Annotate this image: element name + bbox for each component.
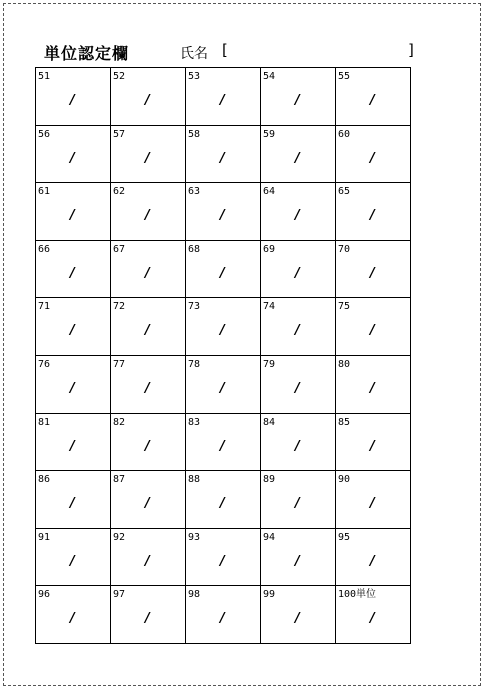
credit-cell	[186, 414, 261, 472]
date-separator: /	[70, 93, 75, 108]
date-separator: /	[145, 150, 150, 166]
credit-number: 75	[338, 301, 351, 313]
credit-cell	[111, 586, 186, 644]
credit-number: 89	[263, 474, 276, 486]
credit-number: 79	[263, 358, 276, 370]
date-separator: /	[70, 438, 75, 454]
credit-cell	[261, 471, 336, 529]
credit-cell	[261, 414, 336, 472]
credit-cell	[186, 241, 261, 299]
credit-number: 92	[113, 531, 126, 543]
date-separator: /	[220, 150, 225, 166]
date-separator: /	[145, 438, 150, 454]
credit-cell	[261, 126, 336, 184]
credit-number: 63	[188, 186, 201, 198]
date-separator: /	[295, 265, 300, 281]
credit-number: 56	[38, 128, 51, 140]
credit-cell	[36, 241, 111, 299]
credit-cell	[186, 471, 261, 529]
credit-number: 59	[263, 128, 276, 140]
name-label: 氏名	[180, 46, 208, 62]
credit-cell	[336, 241, 411, 299]
credit-number: 90	[338, 474, 351, 486]
date-separator: /	[370, 93, 375, 108]
credit-number: 83	[188, 416, 201, 428]
credit-cell	[186, 529, 261, 587]
credit-number: 62	[113, 186, 126, 198]
credit-cell	[36, 356, 111, 414]
date-separator: /	[295, 380, 300, 396]
credit-cell	[261, 183, 336, 241]
credit-number: 58	[188, 128, 201, 140]
credit-cell	[111, 471, 186, 529]
date-separator: /	[370, 208, 375, 224]
date-separator: /	[295, 553, 300, 569]
credit-cell	[111, 183, 186, 241]
credit-number: 52	[113, 71, 126, 82]
date-separator: /	[220, 265, 225, 281]
credit-number: 51	[38, 71, 51, 82]
credit-cell	[36, 298, 111, 356]
credit-cell	[261, 68, 336, 126]
credit-cell	[36, 183, 111, 241]
credit-number: 100単位	[338, 589, 377, 601]
date-separator: /	[295, 208, 300, 224]
credit-cell	[261, 356, 336, 414]
credit-cell	[111, 126, 186, 184]
credit-cell	[336, 414, 411, 472]
credit-cell	[261, 298, 336, 356]
credit-number: 53	[188, 71, 201, 82]
date-separator: /	[370, 380, 375, 396]
credit-number: 65	[338, 186, 351, 198]
credit-number: 55	[338, 71, 351, 82]
credit-cell	[186, 586, 261, 644]
credit-cell	[36, 471, 111, 529]
date-separator: /	[145, 208, 150, 224]
date-separator: /	[220, 380, 225, 396]
credit-number: 98	[188, 589, 201, 601]
credit-number: 71	[38, 301, 51, 313]
date-separator: /	[295, 93, 300, 108]
credit-number: 80	[338, 358, 351, 370]
credit-cell	[186, 68, 261, 126]
credit-number: 67	[113, 243, 126, 255]
credit-cell	[261, 529, 336, 587]
date-separator: /	[370, 265, 375, 281]
credit-number: 60	[338, 128, 351, 140]
credit-number: 61	[38, 186, 51, 198]
date-separator: /	[145, 380, 150, 396]
date-separator: /	[70, 323, 75, 339]
credit-number: 78	[188, 358, 201, 370]
name-bracket-open: [	[222, 41, 228, 59]
credit-number: 99	[263, 589, 276, 601]
date-separator: /	[295, 611, 300, 627]
credit-number: 73	[188, 301, 201, 313]
credit-number: 76	[38, 358, 51, 370]
date-separator: /	[220, 93, 225, 108]
credit-number: 85	[338, 416, 351, 428]
credit-number: 86	[38, 474, 51, 486]
credit-number: 95	[338, 531, 351, 543]
date-separator: /	[70, 265, 75, 281]
date-separator: /	[145, 611, 150, 627]
credit-number: 57	[113, 128, 126, 140]
date-separator: /	[370, 553, 375, 569]
credit-number: 93	[188, 531, 201, 543]
credit-number: 88	[188, 474, 201, 486]
date-separator: /	[70, 611, 75, 627]
credit-cell	[36, 414, 111, 472]
credit-number: 74	[263, 301, 276, 313]
date-separator: /	[70, 496, 75, 512]
date-separator: /	[220, 438, 225, 454]
date-separator: /	[370, 323, 375, 339]
date-separator: /	[370, 438, 375, 454]
date-separator: /	[70, 150, 75, 166]
credit-cell	[261, 586, 336, 644]
date-separator: /	[145, 496, 150, 512]
date-separator: /	[70, 208, 75, 224]
credit-cell	[111, 298, 186, 356]
date-separator: /	[220, 496, 225, 512]
date-separator: /	[370, 150, 375, 166]
date-separator: /	[370, 496, 375, 512]
credit-number: 77	[113, 358, 126, 370]
credit-cell	[36, 586, 111, 644]
date-separator: /	[295, 496, 300, 512]
credit-number: 87	[113, 474, 126, 486]
credit-number: 66	[38, 243, 51, 255]
date-separator: /	[145, 323, 150, 339]
page-title: 単位認定欄	[44, 44, 130, 63]
credit-cell	[336, 126, 411, 184]
date-separator: /	[370, 611, 375, 627]
date-separator: /	[220, 553, 225, 569]
date-separator: /	[220, 611, 225, 627]
credit-number: 96	[38, 589, 51, 601]
date-separator: /	[70, 380, 75, 396]
credit-cell	[336, 471, 411, 529]
date-separator: /	[145, 265, 150, 281]
credit-cell	[336, 586, 411, 644]
credit-cell	[36, 529, 111, 587]
credit-number: 69	[263, 243, 276, 255]
credit-number: 64	[263, 186, 276, 198]
credit-cell	[186, 356, 261, 414]
credit-cell	[336, 68, 411, 126]
credit-number: 68	[188, 243, 201, 255]
credit-cell	[336, 529, 411, 587]
date-separator: /	[295, 323, 300, 339]
credit-cell	[36, 68, 111, 126]
credit-cell	[186, 183, 261, 241]
credit-cell	[111, 529, 186, 587]
credit-cell	[261, 241, 336, 299]
date-separator: /	[145, 93, 150, 108]
date-separator: /	[295, 150, 300, 166]
credit-cell	[336, 356, 411, 414]
credit-number: 84	[263, 416, 276, 428]
date-separator: /	[145, 553, 150, 569]
credit-number: 91	[38, 531, 51, 543]
credit-number: 82	[113, 416, 126, 428]
credit-number: 72	[113, 301, 126, 313]
credit-number: 94	[263, 531, 276, 543]
date-separator: /	[70, 553, 75, 569]
credit-cell	[186, 126, 261, 184]
credit-cell	[111, 68, 186, 126]
date-separator: /	[220, 208, 225, 224]
credit-number: 54	[263, 71, 276, 82]
credit-cell	[36, 126, 111, 184]
credit-cell	[111, 414, 186, 472]
credit-cell	[186, 298, 261, 356]
credit-cell	[111, 356, 186, 414]
credit-grid	[35, 67, 411, 644]
credit-number: 70	[338, 243, 351, 255]
credit-cell	[336, 298, 411, 356]
credit-number: 97	[113, 589, 126, 601]
date-separator: /	[295, 438, 300, 454]
credit-cell	[336, 183, 411, 241]
date-separator: /	[220, 323, 225, 339]
name-bracket-close: ]	[408, 41, 414, 59]
credit-cell	[111, 241, 186, 299]
credit-number: 81	[38, 416, 51, 428]
